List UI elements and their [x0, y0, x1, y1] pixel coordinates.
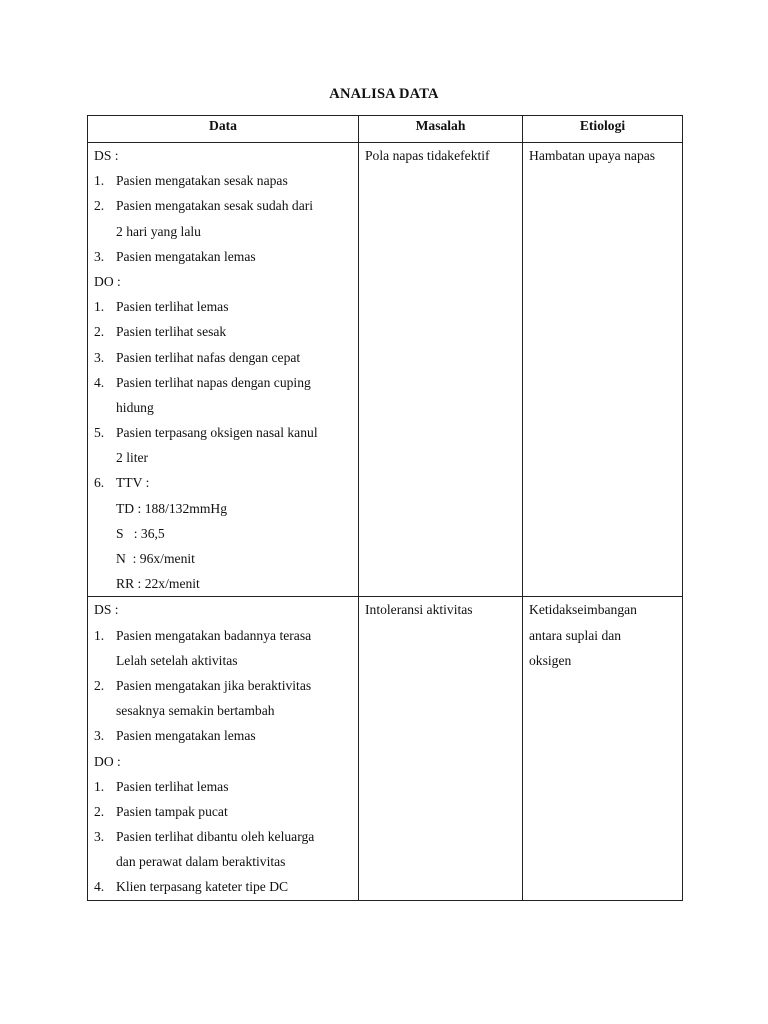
table-row [88, 143, 683, 597]
item-number: 3. [94, 728, 105, 744]
item-number: 5. [94, 425, 105, 441]
list-item [94, 168, 352, 193]
do-label: DO : [94, 273, 121, 289]
header-data: Data [88, 116, 359, 143]
item-text: 2 hari yang lalu [116, 223, 201, 239]
ds-label: DS : [94, 602, 119, 618]
etiologi-text: Hambatan upaya napas [529, 148, 656, 163]
item-text: Pasien mengatakan lemas [116, 728, 256, 744]
list-item [94, 420, 352, 470]
item-text: 2 liter [116, 450, 149, 466]
item-text: Pasien mengatakan sesak sudah dari [116, 198, 314, 214]
table-row [88, 597, 683, 900]
item-number: 3. [94, 349, 105, 365]
item-number: 2. [94, 324, 105, 340]
masalah-cell [359, 143, 523, 597]
item-text: sesaknya semakin bertambah [116, 703, 275, 719]
list-item [94, 723, 352, 748]
masalah-text: Intoleransi aktivitas [365, 602, 473, 618]
list-item [94, 319, 352, 344]
table-header-row [88, 116, 683, 143]
etiologi-cell [523, 143, 683, 597]
item-number: 1. [94, 627, 105, 643]
item-text: Pasien terlihat sesak [116, 324, 227, 340]
item-text: Pasien terlihat lemas [116, 299, 229, 315]
item-text: Klien terpasang kateter tipe DC [116, 879, 289, 895]
item-text: Lelah setelah aktivitas [116, 652, 238, 668]
ds-label: DS : [94, 148, 119, 163]
list-item [94, 799, 352, 824]
vital-signs-label: TTV : [116, 475, 150, 491]
item-number: 1. [94, 299, 105, 315]
header-masalah: Masalah [359, 116, 523, 143]
data-cell [88, 143, 359, 597]
item-number: 3. [94, 829, 105, 845]
masalah-text: Pola napas tidakefektif [365, 148, 490, 163]
list-item [94, 623, 352, 673]
list-item [94, 470, 352, 596]
etiologi-cell [523, 597, 683, 900]
item-text: Pasien tampak pucat [116, 803, 228, 819]
list-item [94, 193, 352, 243]
item-number: 4. [94, 879, 105, 895]
item-number: 2. [94, 198, 105, 214]
list-item [94, 345, 352, 370]
item-text: Pasien mengatakan jika beraktivitas [116, 677, 312, 693]
item-text: dan perawat dalam beraktivitas [116, 854, 286, 870]
item-number: 3. [94, 248, 105, 264]
item-number: 2. [94, 803, 105, 819]
list-item [94, 824, 352, 874]
vital-n: N : 96x/menit [116, 551, 195, 566]
item-number: 1. [94, 173, 105, 189]
item-text: Pasien terlihat lemas [116, 778, 229, 794]
item-number: 4. [94, 374, 105, 390]
list-item [94, 774, 352, 799]
list-item [94, 244, 352, 269]
data-cell [88, 597, 359, 900]
vital-rr: RR : 22x/menit [116, 576, 200, 592]
item-text: Pasien mengatakan badannya terasa [116, 627, 312, 643]
item-text: Pasien mengatakan sesak napas [116, 173, 288, 189]
item-text: Pasien terlihat dibantu oleh keluarga [116, 829, 315, 845]
item-number: 2. [94, 677, 105, 693]
list-item [94, 874, 352, 899]
item-text: hidung [116, 399, 154, 415]
list-item [94, 294, 352, 319]
item-text: Pasien terlihat nafas dengan cepat [116, 349, 301, 365]
item-text: Pasien terlihat napas dengan cuping [116, 374, 311, 390]
masalah-cell [359, 597, 523, 900]
list-item [94, 673, 352, 723]
etiologi-text: antara suplai dan [529, 627, 622, 643]
item-text: Pasien mengatakan lemas [116, 248, 256, 264]
item-number: 1. [94, 778, 105, 794]
analysis-table [87, 115, 683, 901]
item-number: 6. [94, 475, 105, 491]
list-item [94, 370, 352, 420]
header-etiologi: Etiologi [523, 116, 683, 143]
item-text: Pasien terpasang oksigen nasal kanul [116, 425, 318, 441]
vital-s: S : 36,5 [116, 525, 165, 541]
etiologi-text: Ketidakseimbangan [529, 602, 637, 618]
page-title: ANALISA DATA [329, 86, 439, 102]
vital-td: TD : 188/132mmHg [116, 500, 228, 516]
do-label: DO : [94, 753, 121, 769]
etiologi-text: oksigen [529, 652, 572, 668]
